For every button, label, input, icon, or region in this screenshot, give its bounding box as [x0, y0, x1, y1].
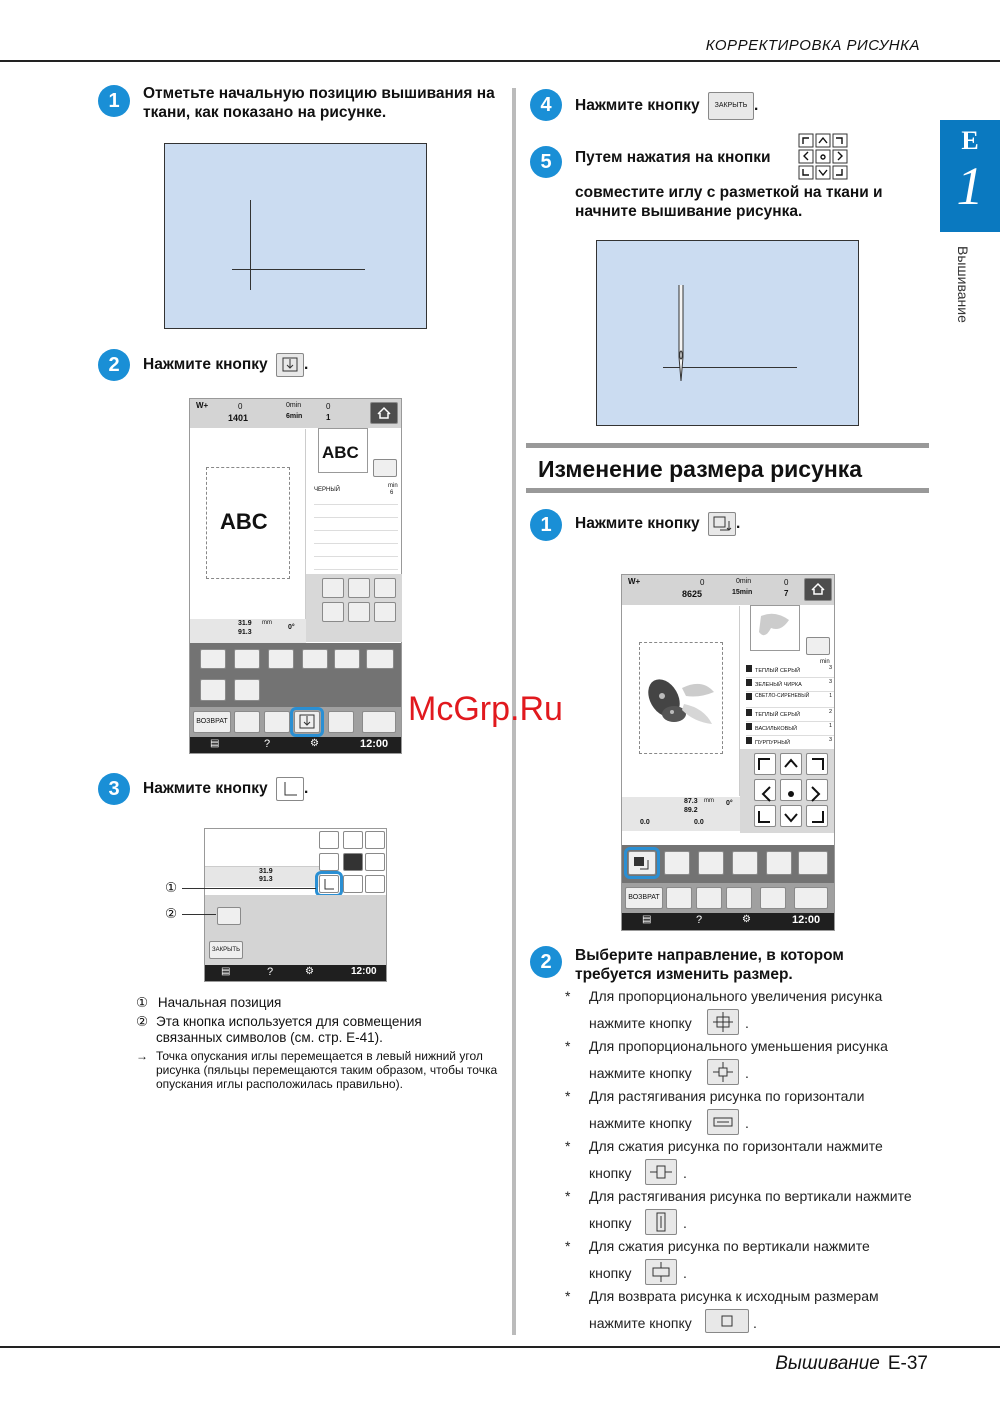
- size-info-bar: [205, 867, 321, 887]
- embroidery-button[interactable]: [362, 711, 396, 733]
- resize-step-1-text: Нажмите кнопку .: [575, 512, 740, 536]
- thread-min: 2: [828, 709, 832, 715]
- time-total: 15min: [732, 589, 753, 596]
- stitch-button[interactable]: [696, 887, 722, 909]
- move-left-button[interactable]: [322, 602, 344, 622]
- trial-button[interactable]: [760, 887, 786, 909]
- array-button[interactable]: [200, 679, 226, 701]
- list-item: [565, 1237, 935, 1287]
- thread-min: 3: [828, 737, 832, 743]
- action-toolbar: [622, 883, 834, 913]
- move-up-right-button[interactable]: [374, 578, 396, 598]
- color-count-current: 0: [326, 402, 331, 411]
- bullet-mark: *: [565, 1088, 571, 1104]
- section-title: [526, 443, 929, 493]
- edit-toolbar: [622, 845, 834, 883]
- callout-2-leader: [182, 914, 216, 915]
- move-right-button[interactable]: [806, 779, 828, 801]
- rotation-angle: 0°: [288, 624, 295, 631]
- list-item: [565, 1137, 935, 1187]
- time-total: 6min: [286, 413, 303, 420]
- clock: 12:00: [360, 738, 389, 750]
- step-2-text: Нажмите кнопку .: [143, 353, 308, 377]
- watermark: McGrp.Ru: [408, 690, 563, 728]
- thread-name: ТЕПЛЫЙ СЕРЫЙ: [755, 668, 801, 674]
- pattern-height: 91.3: [259, 876, 273, 883]
- setting-icon[interactable]: ⚙: [310, 738, 319, 749]
- start-middle-left-button[interactable]: [319, 853, 339, 871]
- color-count-total: 7: [784, 589, 789, 598]
- thread-list: [746, 665, 834, 745]
- move-up-button[interactable]: [348, 578, 370, 598]
- bullet-period: .: [753, 1315, 757, 1331]
- bullet-line2: нажмите кнопку: [589, 1315, 692, 1331]
- pattern-width: 31.9: [238, 620, 252, 627]
- embroidery-preview-area: [190, 429, 306, 619]
- lcd-status-bar: [622, 575, 834, 605]
- reset-size-icon: [705, 1309, 749, 1333]
- start-upper-center-button[interactable]: [343, 831, 363, 849]
- thread-min: 3: [828, 679, 832, 685]
- bullet-line1: Для пропорционального увеличения рисунка: [589, 988, 883, 1004]
- list-item: [565, 1287, 935, 1337]
- resize-button[interactable]: [628, 851, 656, 875]
- move-pad: [740, 749, 834, 833]
- rotate-button[interactable]: [234, 649, 260, 669]
- thread-min-label: min: [820, 659, 830, 665]
- resize-step-2-text: Выберите направление, в котором требуется изменить размер.: [575, 947, 844, 983]
- thread-row: [746, 709, 834, 722]
- action-toolbar: [190, 707, 401, 737]
- thread-name: ВАСИЛЬКОВЫЙ: [755, 726, 798, 732]
- bullet-line2: нажмите кнопку: [589, 1015, 692, 1031]
- start-lower-center-button[interactable]: [343, 875, 363, 893]
- pattern-width: 31.9: [259, 868, 273, 875]
- resize-step-2-number: 2: [530, 946, 562, 978]
- page-footer: [775, 1353, 928, 1375]
- step-5-text-a: Путем нажатия на кнопки: [575, 149, 771, 166]
- mark-vertical-line: [250, 200, 251, 290]
- chapter-number: 1: [956, 156, 984, 216]
- arrow-note-mark: →: [136, 1049, 148, 1063]
- cut-button[interactable]: [234, 711, 260, 733]
- trial-button[interactable]: [328, 711, 354, 733]
- lcd-footer-bar: [190, 737, 401, 753]
- manual-icon[interactable]: ▤: [210, 738, 220, 749]
- color-count-current: 0: [784, 578, 789, 587]
- lcd-screen-startpoint: [204, 828, 387, 982]
- density-button[interactable]: [302, 649, 328, 669]
- callout-2: ②: [165, 906, 178, 921]
- move-up-left-button[interactable]: [322, 578, 344, 598]
- rotation-angle: 0°: [726, 800, 733, 807]
- time-elapsed: 0min: [286, 402, 302, 409]
- rotate-button[interactable]: [664, 851, 690, 875]
- header-divider: [0, 60, 1000, 62]
- bullet-line1: Для возврата рисунка к исходным размерам: [589, 1288, 879, 1304]
- bullet-mark: *: [565, 1288, 571, 1304]
- help-button[interactable]: ?: [696, 914, 703, 926]
- start-point-button[interactable]: [726, 887, 752, 909]
- arrow-note-text: Точка опускания иглы перемещается в левый нижний угол рисунка (пяльцы перемещаются таким образом, чтобы точка опускания иглы расположилась правильно).: [156, 1049, 498, 1091]
- clock: 12:00: [351, 966, 377, 977]
- note-2: [136, 1014, 476, 1046]
- lower-left-icon: [320, 876, 338, 892]
- bullet-mark: *: [565, 1238, 571, 1254]
- reduce-proportional-icon: [707, 1059, 739, 1085]
- mark-horizontal-line: [232, 269, 365, 270]
- color-button[interactable]: [334, 649, 360, 669]
- list-item: [565, 1087, 935, 1137]
- step-3-text: Нажмите кнопку .: [143, 777, 308, 801]
- resize-step-1-label: Нажмите кнопку: [575, 515, 700, 533]
- bullet-line1: Для растягивания рисунка по вертикали нажмите: [589, 1188, 912, 1204]
- move-right-button[interactable]: [374, 602, 396, 622]
- start-point-button-icon: [276, 353, 304, 377]
- step-4-text: Нажмите кнопку ЗАКРЫТЬ .: [575, 92, 758, 120]
- thread-list: [314, 504, 398, 574]
- pattern-thumbnail: [750, 605, 800, 651]
- move-pad: [306, 574, 402, 642]
- border-button[interactable]: [366, 649, 394, 669]
- bullet-line1: Для пропорционального уменьшения рисунка: [589, 1038, 888, 1054]
- thread-min-value: 6: [390, 490, 394, 496]
- thread-name: ТЕПЛЫЙ СЕРЫЙ: [755, 712, 801, 718]
- border-button[interactable]: [798, 851, 828, 875]
- cut-button[interactable]: [666, 887, 692, 909]
- stitch-button[interactable]: [264, 711, 290, 733]
- chapter-vertical-label: Вышивание: [955, 246, 971, 323]
- step-3-label: Нажмите кнопку: [143, 780, 268, 798]
- startpoint-panel: [205, 895, 386, 965]
- home-button[interactable]: [804, 578, 832, 601]
- step-4-number: 4: [530, 89, 562, 121]
- move-down-button[interactable]: [780, 805, 802, 827]
- footer-divider: [0, 1346, 1000, 1348]
- lcd-status-bar: [190, 399, 401, 428]
- thread-name: ПУРПУРНЫЙ: [755, 740, 791, 746]
- back-button[interactable]: ВОЗВРАТ: [625, 887, 663, 909]
- color-button[interactable]: [766, 851, 792, 875]
- thread-row: [746, 665, 834, 678]
- home-button[interactable]: [370, 402, 398, 424]
- move-center-button[interactable]: [348, 602, 370, 622]
- move-arrows-icon: [798, 133, 848, 181]
- callout-1-leader: [182, 888, 316, 889]
- home-icon: [371, 403, 397, 423]
- bullet-period: .: [745, 1015, 749, 1031]
- stitch-count-top: 0: [238, 402, 243, 411]
- step-5-number: 5: [530, 146, 562, 178]
- home-icon: [805, 579, 831, 600]
- clock: 12:00: [792, 914, 821, 926]
- note-1-text: Начальная позиция: [157, 995, 282, 1010]
- spacing-button[interactable]: [234, 679, 260, 701]
- hoop-icon: W+: [196, 401, 209, 410]
- resize-icon: [629, 852, 655, 874]
- stretch-vertical-icon: [645, 1209, 677, 1235]
- page-header-title: КОРРЕКТИРОВКА РИСУНКА: [705, 37, 920, 54]
- thread-name: ЗЕЛЕНЫЙ ЧИРКА: [755, 682, 802, 688]
- step-1-number: 1: [98, 85, 130, 117]
- setting-icon[interactable]: ⚙: [305, 966, 314, 977]
- start-point-button[interactable]: [294, 711, 320, 733]
- view-button[interactable]: [373, 459, 397, 477]
- back-button[interactable]: ВОЗВРАТ: [193, 711, 231, 733]
- pattern-height: 91.3: [238, 629, 252, 636]
- connect-characters-button[interactable]: [217, 907, 241, 925]
- enlarge-proportional-icon: [707, 1009, 739, 1035]
- start-upper-left-button[interactable]: [319, 831, 339, 849]
- pattern-thumbnail: [318, 428, 368, 473]
- offset-horizontal: 0.0: [694, 819, 704, 826]
- start-middle-right-button[interactable]: [365, 853, 385, 871]
- thread-row: [746, 723, 834, 736]
- help-button[interactable]: ?: [267, 966, 274, 978]
- pattern-height: 89.2: [684, 807, 698, 814]
- list-item: [565, 1037, 935, 1087]
- size-info-bar: [190, 619, 306, 643]
- hoop-icon: W+: [628, 577, 641, 586]
- resize-button-icon: [708, 512, 736, 536]
- close-button[interactable]: ЗАКРЫТЬ: [209, 941, 243, 959]
- compress-vertical-icon: [645, 1259, 677, 1285]
- thread-row: [746, 693, 834, 708]
- bullet-mark: *: [565, 988, 571, 1004]
- size-unit: mm: [262, 620, 272, 626]
- density-button[interactable]: [732, 851, 758, 875]
- step-1-text: Отметьте начальную позицию вышивания на ткани, как показано на рисунке.: [143, 85, 495, 121]
- step-4-label: Нажмите кнопку: [575, 97, 700, 115]
- arrow-note: [136, 1049, 508, 1091]
- chapter-tab: [940, 120, 1000, 232]
- bullet-line2: кнопку: [589, 1215, 632, 1231]
- bullet-line1: Для сжатия рисунка по вертикали нажмите: [589, 1238, 870, 1254]
- bullet-mark: *: [565, 1038, 571, 1054]
- thread-row: [746, 679, 834, 692]
- lcd-footer-bar: [205, 965, 386, 981]
- start-upper-right-button[interactable]: [365, 831, 385, 849]
- move-up-left-button[interactable]: [754, 753, 776, 775]
- lower-left-button-icon: [276, 777, 304, 801]
- embroidery-preview-area: [622, 606, 740, 796]
- list-item: [565, 987, 935, 1037]
- preview-pattern-text: ABC: [220, 509, 268, 534]
- stitch-count-top: 0: [700, 578, 705, 587]
- close-button-icon: ЗАКРЫТЬ: [708, 92, 754, 120]
- butterfly-pattern: [642, 668, 718, 736]
- size-unit: mm: [704, 798, 714, 804]
- move-down-left-button[interactable]: [754, 805, 776, 827]
- bullet-period: .: [683, 1215, 687, 1231]
- help-button[interactable]: ?: [264, 738, 271, 750]
- thumbnail-pattern: [751, 606, 799, 650]
- step-3-number: 3: [98, 773, 130, 805]
- move-left-button[interactable]: [754, 779, 776, 801]
- note-2-text: Эта кнопка используется для совмещения связанных символов (см. стр. E-41).: [156, 1014, 422, 1045]
- move-up-right-button[interactable]: [806, 753, 828, 775]
- resize-step-1-number: 1: [530, 509, 562, 541]
- start-center-button[interactable]: [343, 853, 363, 871]
- offset-vertical: 0.0: [640, 819, 650, 826]
- bullet-line1: Для сжатия рисунка по горизонтали нажмите: [589, 1138, 883, 1154]
- resize-options-list: [565, 987, 935, 1337]
- fabric-marking-figure: [164, 143, 427, 329]
- compress-horizontal-icon: [645, 1159, 677, 1185]
- stretch-horizontal-icon: [707, 1109, 739, 1135]
- needle-icon: [675, 285, 687, 383]
- mirror-button[interactable]: [268, 649, 294, 669]
- manual-icon[interactable]: ▤: [221, 966, 231, 977]
- stitch-count-total: 1401: [228, 413, 249, 423]
- bullet-line2: кнопку: [589, 1265, 632, 1281]
- move-center-button[interactable]: [780, 779, 802, 801]
- resize-button[interactable]: [200, 649, 226, 669]
- stitch-count-total: 8625: [682, 589, 703, 599]
- step-2-number: 2: [98, 349, 130, 381]
- bullet-line2: кнопку: [589, 1165, 632, 1181]
- lcd-screen-edit: [189, 398, 402, 754]
- start-lower-left-button[interactable]: [319, 875, 339, 893]
- bullet-period: .: [683, 1265, 687, 1281]
- bullet-period: .: [745, 1115, 749, 1131]
- fabric-needle-figure: [596, 240, 859, 426]
- lcd-screen-resize: [621, 574, 835, 931]
- thread-name: СВЕТЛО-СИРЕНЕВЫЙ: [755, 693, 810, 699]
- bullet-line1: Для растягивания рисунка по горизонтали: [589, 1088, 865, 1104]
- chapter-letter: E: [961, 126, 979, 155]
- note-1-mark: ①: [136, 995, 149, 1010]
- callout-1: ①: [165, 880, 178, 895]
- setting-icon[interactable]: ⚙: [742, 914, 751, 925]
- note-1: [136, 995, 506, 1011]
- size-info-bar: [622, 797, 740, 831]
- section-title-text: Изменение размера рисунка: [538, 456, 863, 482]
- thread-min-label: min: [388, 483, 398, 489]
- pattern-width: 87.3: [684, 798, 698, 805]
- color-count-total: 1: [326, 413, 331, 422]
- bullet-line2: нажмите кнопку: [589, 1115, 692, 1131]
- page-number: E-37: [887, 1353, 928, 1374]
- bullet-mark: *: [565, 1188, 571, 1204]
- edit-toolbar: [190, 643, 401, 707]
- embroidery-button[interactable]: [794, 887, 828, 909]
- thread-min: 3: [828, 665, 832, 671]
- lcd-footer-bar: [622, 913, 834, 930]
- note-2-mark: ②: [136, 1014, 149, 1029]
- start-lower-right-button[interactable]: [365, 875, 385, 893]
- step-2-label: Нажмите кнопку: [143, 356, 268, 374]
- start-point-icon: [295, 712, 319, 732]
- bullet-mark: *: [565, 1138, 571, 1154]
- thumbnail-text: ABC: [322, 443, 359, 462]
- view-button[interactable]: [806, 637, 830, 655]
- list-item: [565, 1187, 935, 1237]
- thread-min: 1: [829, 693, 832, 699]
- footer-section: Вышивание: [775, 1353, 880, 1374]
- bullet-line2: нажмите кнопку: [589, 1065, 692, 1081]
- mirror-button[interactable]: [698, 851, 724, 875]
- manual-icon[interactable]: ▤: [642, 914, 652, 925]
- step-5-text-b: совместите иглу с разметкой на ткани и начните вышивание рисунка.: [575, 184, 883, 220]
- bullet-period: .: [745, 1065, 749, 1081]
- thread-color-name: ЧЕРНЫЙ: [314, 487, 340, 493]
- preview-fragment: [205, 829, 321, 867]
- move-up-button[interactable]: [780, 753, 802, 775]
- thread-min: 1: [828, 723, 832, 729]
- time-elapsed: 0min: [736, 578, 752, 585]
- move-down-right-button[interactable]: [806, 805, 828, 827]
- bullet-period: .: [683, 1165, 687, 1181]
